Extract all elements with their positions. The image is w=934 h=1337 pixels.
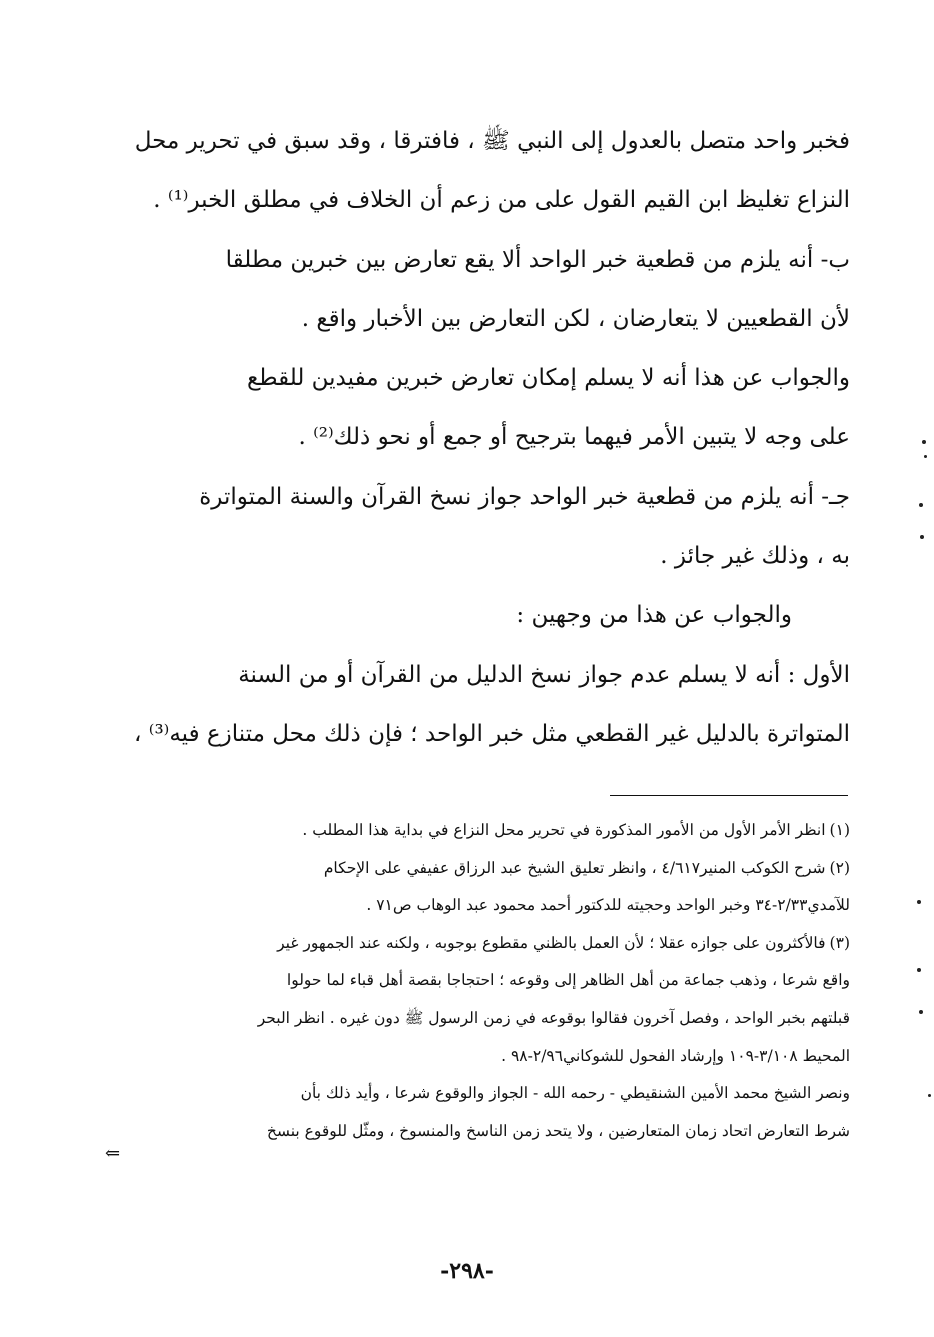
scan-speck [919, 503, 923, 507]
text-line: ب- أنه يلزم من قطعية خبر الواحد ألا يقع تعارض بين خبرين مطلقا [225, 246, 850, 273]
paragraph-1 [110, 112, 850, 231]
footnote-marker: (١) [829, 821, 850, 839]
footnote-3 [105, 925, 850, 1151]
paragraph-6 [110, 646, 850, 765]
text-line: النزاع تغليظ ابن القيم القول على من زعم أن الخلاف في مطلق الخبر⁽¹⁾ . [153, 187, 850, 214]
footnote-divider [610, 795, 848, 796]
footnote-line: قبلتهم بخبر الواحد ، وفصل آخرون فقالوا بوقوعه في زمن الرسول ﷺ دون غيره . انظر البحر [257, 1008, 850, 1027]
footnote-1 [105, 812, 850, 850]
text-line: الأول : أنه لا يسلم عدم جواز نسخ الدليل من القرآن أو من السنة [238, 661, 850, 688]
scan-speck [924, 455, 927, 458]
scan-speck [920, 535, 924, 539]
footnote-text: فالأكثرون على جوازه عقلا ؛ لأن العمل بالظني مقطوع بوجوبه ، ولكنه عند الجمهور غير [277, 933, 826, 952]
footnote-line: شرط التعارض اتحاد زمان المتعارضين ، ولا يتحد زمن الناسخ والمنسوخ ، ومثّل للوقوع بنسخ [266, 1121, 850, 1140]
text-line: لأن القطعيين لا يتعارضان ، لكن التعارض بين الأخبار واقع . [301, 305, 850, 332]
paragraph-3 [110, 349, 850, 468]
text-line: به ، وذلك غير جائز . [660, 543, 850, 570]
continuation-arrow-icon: ⇐ [105, 1143, 121, 1165]
paragraph-4 [110, 468, 850, 587]
text-line: المتواترة بالدليل غير القطعي مثل خبر الواحد ؛ فإن ذلك محل متنازع فيه⁽³⁾ ، [134, 720, 850, 747]
page-number: -٢٩٨- [440, 1258, 494, 1284]
footnotes [105, 812, 850, 1164]
text-line: على وجه لا يتبين الأمر فيهما بترجيح أو جمع أو نحو ذلك⁽²⁾ . [298, 424, 850, 451]
paragraph-5 [110, 586, 850, 645]
main-text [110, 112, 850, 764]
footnote-2 [105, 850, 850, 925]
text-line: فخبر واحد متصل بالعدول إلى النبي ﷺ ، فافترقا ، وقد سبق في تحرير محل [134, 128, 850, 154]
text-line: والجواب عن هذا من وجهين : [516, 602, 792, 629]
scan-speck [919, 1010, 923, 1014]
text-line: جـ- أنه يلزم من قطعية خبر الواحد جواز نسخ القرآن والسنة المتواترة [199, 483, 850, 510]
footnote-marker: (٣) [829, 933, 850, 952]
footnote-marker: (٢) [829, 858, 850, 877]
scan-speck [928, 1094, 931, 1097]
footnote-line: للآمدي٢/٣٣-٣٤ وخبر الواحد وحجيته للدكتور أحمد محمود عبد الوهاب ص٧١ . [366, 896, 850, 915]
text-line: والجواب عن هذا أنه لا يسلم إمكان تعارض خبرين مفيدين للقطع [246, 365, 850, 392]
footnote-line: المحيط ٣/١٠٨-١٠٩ وإرشاد الفحول للشوكاني٢/٩٦-٩٨ . [501, 1046, 850, 1065]
paragraph-2 [110, 231, 850, 350]
footnote-line [105, 925, 850, 963]
scan-speck [922, 440, 926, 444]
footnote-line: ونصر الشيخ محمد الأمين الشنقيطي - رحمه الله - الجواز والوقوع شرعا ، وأيد ذلك بأن [300, 1084, 850, 1103]
footnote-line: واقع شرعا ، وذهب جماعة من أهل الظاهر إلى وقوعه ؛ احتجاجا بقصة أهل قباء لما حولوا [286, 971, 850, 990]
footnote-line [105, 850, 850, 888]
scan-speck [917, 900, 921, 904]
footnote-text: انظر الأمر الأول من الأمور المذكورة في تحرير محل النزاع في بداية هذا المطلب . [302, 821, 826, 839]
scan-speck [917, 968, 921, 972]
footnote-line [105, 812, 850, 850]
footnote-text: شرح الكوكب المنير٤/٦١٧ ، وانظر تعليق الشيخ عبد الرزاق عفيفي على الإحكام [323, 858, 826, 877]
